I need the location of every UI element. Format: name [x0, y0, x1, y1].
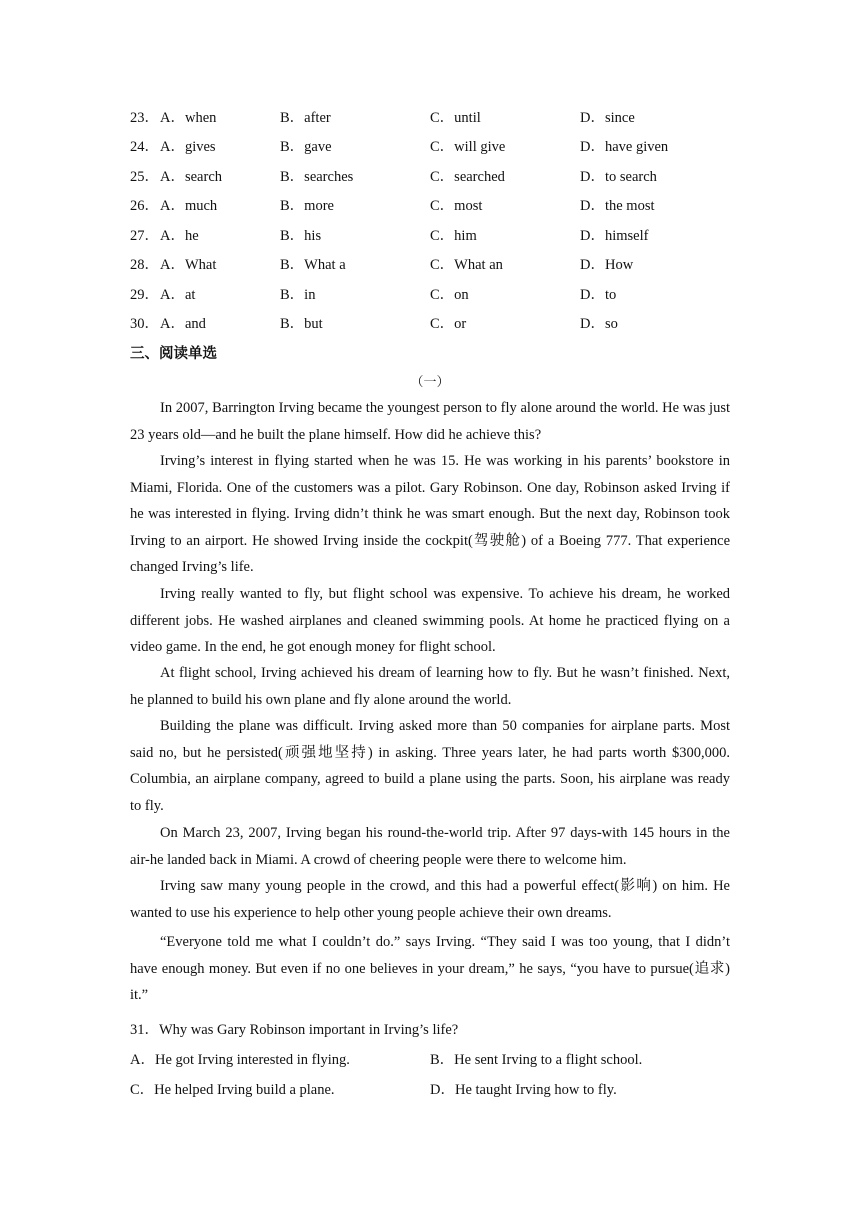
passage-paragraph-3: Irving really wanted to fly, but flight school was expensive. To achieve his dream, he worked different jobs. He washed airplanes and cleaned swimming pools. At home he practiced flying on a video game. In the end, he got enough money for flight school.	[130, 586, 730, 655]
option-a: A．gives	[160, 139, 216, 155]
question-31-option-d: D．He taught Irving how to fly.	[430, 1082, 617, 1098]
option-a: A．much	[160, 198, 218, 214]
option-d: D．so	[580, 316, 618, 332]
cloze-question-25	[130, 165, 730, 185]
passage-paragraph-5: Building the plane was difficult. Irving asked more than 50 companies for airplane parts. Most said no, but he persisted(顽强地坚持) in asking. Three years later, he had parts worth $300,000. Columbia, an airplane company, agreed to build a plane using the parts. Soon, his airplane was ready to fly.	[130, 718, 730, 814]
option-b: B．in	[280, 287, 316, 303]
option-c: C．on	[430, 287, 469, 303]
cloze-question-27	[130, 224, 730, 244]
passage-paragraph-4: At flight school, Irving achieved his dream of learning how to fly. But he wasn’t finished. Next, he planned to build his own plane and fly alone around the world.	[130, 665, 730, 708]
option-a: A．search	[160, 169, 223, 185]
cloze-question-30	[130, 312, 730, 332]
option-b: B．after	[280, 110, 331, 126]
cloze-question-28	[130, 253, 730, 273]
question-31-stem: 31．Why was Gary Robinson important in Irving’s life?	[130, 1022, 459, 1038]
option-d: D．himself	[580, 228, 649, 244]
cloze-question-23	[130, 106, 730, 126]
passage-label: （一）	[410, 374, 450, 389]
option-c: C．until	[430, 110, 481, 126]
question-number: 27．	[130, 228, 159, 244]
option-b: B．but	[280, 316, 323, 332]
option-d: D．to	[580, 287, 617, 303]
option-a: A．and	[160, 316, 206, 332]
option-b: B．What a	[280, 257, 346, 273]
question-number: 25．	[130, 169, 159, 185]
option-d: D．to search	[580, 169, 657, 185]
question-31-option-b: B．He sent Irving to a flight school.	[430, 1052, 643, 1068]
passage-paragraph-7: Irving saw many young people in the crowd, and this had a powerful effect(影响) on him. He wanted to use his experience to help other young people achieve their own dreams.	[130, 878, 730, 921]
option-d: D．the most	[580, 198, 655, 214]
option-b: B．more	[280, 198, 334, 214]
option-a: A．at	[160, 287, 196, 303]
option-b: B．searches	[280, 169, 354, 185]
question-number: 24．	[130, 139, 159, 155]
question-31-option-a: A．He got Irving interested in flying.	[130, 1052, 350, 1068]
option-b: B．gave	[280, 139, 332, 155]
option-d: D．How	[580, 257, 634, 273]
option-c: C．or	[430, 316, 467, 332]
option-c: C．him	[430, 228, 477, 244]
passage-paragraph-6: On March 23, 2007, Irving began his round-the-world trip. After 97 days-with 145 hours in the air-he landed back in Miami. A crowd of cheering people were there to welcome him.	[130, 825, 730, 868]
option-b: B．his	[280, 228, 322, 244]
option-a: A．What	[160, 257, 217, 273]
section-heading: 三、阅读单选	[130, 346, 217, 362]
option-a-text: A．when	[160, 110, 217, 126]
cloze-question-26	[130, 194, 730, 214]
option-c: C．will give	[430, 139, 506, 155]
passage-paragraph-8: “Everyone told me what I couldn’t do.” says Irving. “They said I was too young, that I didn’t have enough money. But even if no one believes in your dream,” he says, “you have to pursue(追求) it.”	[130, 934, 730, 1003]
passage-paragraph-2: Irving’s interest in flying started when he was 15. He was working in his parents’ bookstore in Miami, Florida. One of the customers was a pilot. Gary Robinson. One day, Robinson asked Irving if he was interested in flying. Irving didn’t think he was smart enough. But the next day, Robinson took Irving to an airport. He showed Irving inside the cockpit(驾驶舱) of a Boeing 777. That experience changed Irving’s life.	[130, 453, 730, 575]
option-c: C．searched	[430, 169, 505, 185]
option-c: C．most	[430, 198, 483, 214]
cloze-question-24	[130, 135, 730, 155]
question-number: 28．	[130, 257, 159, 273]
option-c: C．What an	[430, 257, 503, 273]
cloze-question-29	[130, 283, 730, 303]
option-d: D．since	[580, 110, 635, 126]
question-number: 30．	[130, 316, 159, 332]
question-31-option-c: C．He helped Irving build a plane.	[130, 1082, 335, 1098]
question-number: 26．	[130, 198, 159, 214]
option-d: D．have given	[580, 139, 669, 155]
option-a: A．he	[160, 228, 199, 244]
option-a: 23．	[130, 110, 159, 126]
passage-paragraph-1: In 2007, Barrington Irving became the youngest person to fly alone around the world. He was just 23 years old—and he built the plane himself. How did he achieve this?	[130, 400, 730, 443]
question-number: 29．	[130, 287, 159, 303]
